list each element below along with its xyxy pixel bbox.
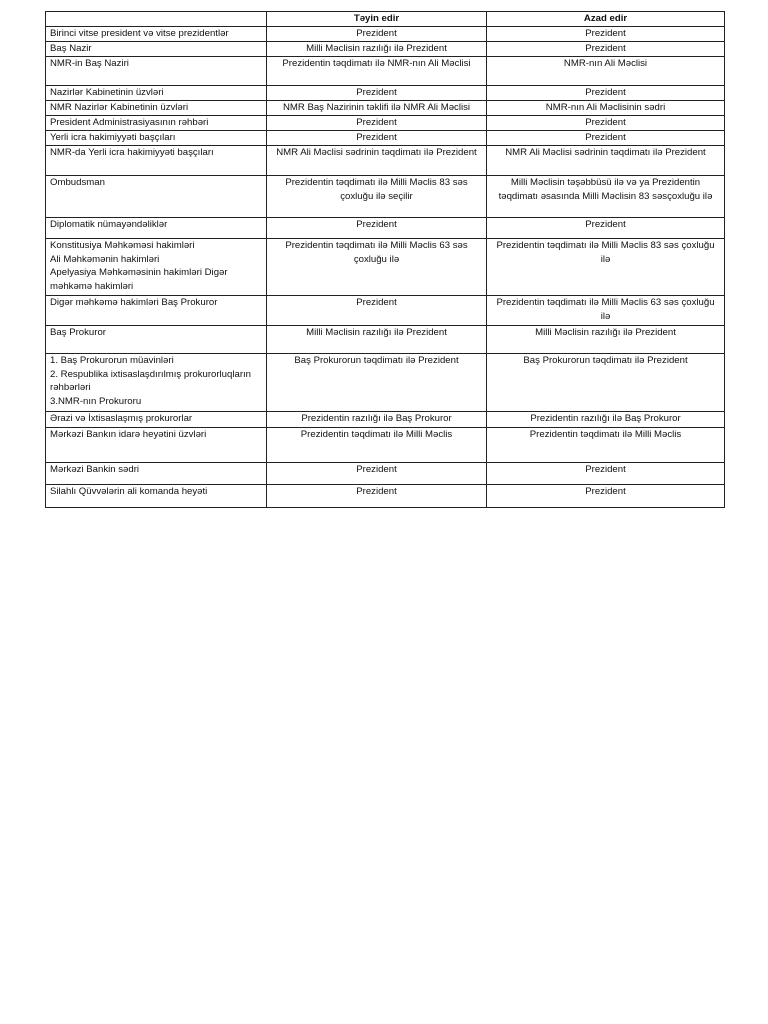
position-cell: Silahlı Qüvvələrin ali komanda heyəti	[46, 485, 267, 508]
dismissed-by-cell: Prezident	[487, 86, 725, 101]
position-cell: Birinci vitse president və vitse prezidentlər	[46, 27, 267, 42]
dismissed-by-cell: Milli Məclisin təşəbbüsü ilə və ya Prezidentin təqdimatı əsasında Milli Məclisin 83 səsçoxluğu ilə	[487, 176, 725, 218]
dismissed-by-cell: Prezident	[487, 131, 725, 146]
appointed-by-cell: Prezident	[267, 116, 487, 131]
table-header-row	[46, 12, 725, 27]
table-row	[46, 86, 725, 101]
position-cell: Mərkəzi Bankın idarə heyətini üzvləri	[46, 428, 267, 463]
dismissed-by-cell: Prezident	[487, 27, 725, 42]
table-row	[46, 296, 725, 326]
appointed-by-cell: Prezidentin təqdimatı ilə Milli Məclis	[267, 428, 487, 463]
table-row	[46, 428, 725, 463]
position-cell: Ombudsman	[46, 176, 267, 218]
dismissed-by-cell: Prezident	[487, 42, 725, 57]
table-row	[46, 326, 725, 354]
table-row	[46, 131, 725, 146]
position-cell: Nazirlər Kabinetinin üzvləri	[46, 86, 267, 101]
dismissed-by-cell: Milli Məclisin razılığı ilə Prezident	[487, 326, 725, 354]
header-position	[46, 12, 267, 27]
appointed-by-cell: Prezident	[267, 218, 487, 239]
position-cell: Yerli icra hakimiyyəti başçıları	[46, 131, 267, 146]
position-cell: NMR Nazirlər Kabinetinin üzvləri	[46, 101, 267, 116]
position-cell: Baş Nazir	[46, 42, 267, 57]
dismissed-by-cell: Baş Prokurorun təqdimatı ilə Prezident	[487, 354, 725, 412]
dismissed-by-cell: NMR-nın Ali Məclisi	[487, 57, 725, 86]
position-cell: 1. Baş Prokurorun müavinləri 2. Respublika ixtisaslaşdırılmış prokurorluqların rəhbərləri 3.NMR-nın Prokuroru	[46, 354, 267, 412]
dismissed-by-cell: Prezidentin təqdimatı ilə Milli Məclis 63 səs çoxluğu ilə	[487, 296, 725, 326]
table-row	[46, 463, 725, 485]
dismissed-by-cell: NMR Ali Məclisi sədrinin təqdimatı ilə Prezident	[487, 146, 725, 176]
position-cell: Baş Prokuror	[46, 326, 267, 354]
appointed-by-cell: Prezidentin təqdimatı ilə NMR-nın Ali Məclisi	[267, 57, 487, 86]
appointed-by-cell: NMR Baş Nazirinin təklifi ilə NMR Ali Məclisi	[267, 101, 487, 116]
table-row	[46, 354, 725, 412]
appointed-by-cell: Prezident	[267, 27, 487, 42]
table-row	[46, 116, 725, 131]
appointed-by-cell: Milli Məclisin razılığı ilə Prezident	[267, 326, 487, 354]
table-row	[46, 57, 725, 86]
position-cell: Ərazi və İxtisaslaşmış prokurorlar	[46, 412, 267, 428]
table-row	[46, 101, 725, 116]
table-row	[46, 42, 725, 57]
appointed-by-cell: NMR Ali Məclisi sədrinin təqdimatı ilə Prezident	[267, 146, 487, 176]
position-cell: President Administrasiyasının rəhbəri	[46, 116, 267, 131]
appointed-by-cell: Milli Məclisin razılığı ilə Prezident	[267, 42, 487, 57]
position-cell: Diplomatik nümayəndəliklər	[46, 218, 267, 239]
table-row	[46, 176, 725, 218]
dismissed-by-cell: Prezident	[487, 116, 725, 131]
appointed-by-cell: Prezident	[267, 485, 487, 508]
table-row	[46, 412, 725, 428]
dismissed-by-cell: Prezidentin razılığı ilə Baş Prokuror	[487, 412, 725, 428]
dismissed-by-cell: NMR-nın Ali Məclisinin sədri	[487, 101, 725, 116]
dismissed-by-cell: Prezidentin təqdimatı ilə Milli Məclis	[487, 428, 725, 463]
dismissed-by-cell: Prezident	[487, 463, 725, 485]
position-cell: NMR-da Yerli icra hakimiyyəti başçıları	[46, 146, 267, 176]
appointed-by-cell: Prezidentin təqdimatı ilə Milli Məclis 83 səs çoxluğu ilə seçilir	[267, 176, 487, 218]
dismissed-by-cell: Prezident	[487, 485, 725, 508]
table-row	[46, 27, 725, 42]
appointed-by-cell: Baş Prokurorun təqdimatı ilə Prezident	[267, 354, 487, 412]
position-cell: NMR-in Baş Naziri	[46, 57, 267, 86]
appointed-by-cell: Prezident	[267, 86, 487, 101]
appointed-by-cell: Prezident	[267, 131, 487, 146]
position-cell: Konstitusiya Məhkəməsi hakimləri Ali Məhkəmənin hakimləri Apelyasiya Məhkəməsinin hakimləri Digər məhkəmə hakimləri	[46, 239, 267, 296]
position-cell: Mərkəzi Bankin sədri	[46, 463, 267, 485]
appointed-by-cell: Prezidentin təqdimatı ilə Milli Məclis 63 səs çoxluğu ilə	[267, 239, 487, 296]
header-appoints: Təyin edir	[267, 12, 487, 27]
appointment-table	[45, 11, 725, 508]
appointed-by-cell: Prezidentin razılığı ilə Baş Prokuror	[267, 412, 487, 428]
table-row	[46, 485, 725, 508]
appointed-by-cell: Prezident	[267, 463, 487, 485]
dismissed-by-cell: Prezidentin təqdimatı ilə Milli Məclis 83 səs çoxluğu ilə	[487, 239, 725, 296]
table-row	[46, 146, 725, 176]
appointed-by-cell: Prezident	[267, 296, 487, 326]
table-row	[46, 218, 725, 239]
position-cell: Digər məhkəmə hakimləri Baş Prokuror	[46, 296, 267, 326]
dismissed-by-cell: Prezident	[487, 218, 725, 239]
header-dismisses: Azad edir	[487, 12, 725, 27]
table-row	[46, 239, 725, 296]
